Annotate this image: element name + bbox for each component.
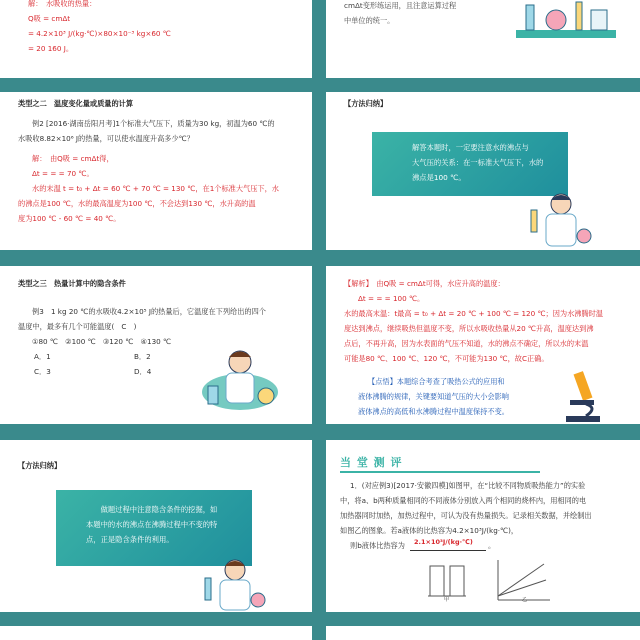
section-heading: 类型之三 热量计算中的隐含条件 xyxy=(18,279,126,288)
option-c: C．3 xyxy=(34,367,51,376)
method-box-line: 解答本题时，一定要注意水的沸点与 xyxy=(412,143,529,152)
microscope-icon xyxy=(556,364,606,424)
slide-6 xyxy=(326,266,640,424)
figure-label-a: 甲 xyxy=(444,597,450,603)
method-box xyxy=(372,132,568,196)
method-box-line: 沸点是100 ℃。 xyxy=(412,173,466,182)
scientist-illustration xyxy=(200,556,270,612)
slide-9-partial xyxy=(0,626,312,640)
analysis-line: 【解析】 由Q吸 = cmΔt可得，水应升高的温度： xyxy=(344,279,505,288)
answer-line: Δt = = = 70 ℃。 xyxy=(32,169,94,178)
scientist-illustration xyxy=(526,190,596,250)
example-line: 水吸收8.82×10⁶ J的热量，可以使水温度升高多少℃？ xyxy=(18,134,194,143)
result-line: = 20 160 J。 xyxy=(28,44,74,53)
analysis-line: 可能是80 ℃、100 ℃、120 ℃，不可能为130 ℃，故C正确。 xyxy=(344,354,549,363)
analysis-line: 水的最高末温：t最高 = t₀ + Δt = 20 ℃ + 100 ℃ = 120 ℃；因为水沸腾时温 xyxy=(344,309,604,318)
formula-line: Q吸 = cmΔt xyxy=(28,14,71,23)
answer-line: 解： 由Q吸 = cmΔt得， xyxy=(32,154,114,163)
options-line: ①80 ℃ ②100 ℃ ③120 ℃ ④130 ℃ xyxy=(32,337,172,346)
question-line: 中，将a、b两种质量相同的不同液体分别放入两个相同的烧杯内，用相同的电 xyxy=(340,496,587,505)
question-line: 加热器同时加热，加热过程中，可认为没有热量损失。记录相关数据，并绘制出 xyxy=(340,511,592,520)
method-box-line: 做题过程中注意隐含条件的挖掘，如 xyxy=(86,505,218,514)
scientist-illustration xyxy=(200,342,280,412)
method-heading: 【方法归纳】 xyxy=(18,461,62,470)
title-underline xyxy=(340,471,540,473)
slide-7 xyxy=(0,440,312,612)
method-box-line: 大气压的关系：在一标准大气压下，水的 xyxy=(412,158,544,167)
method-box-line: 本题中的水的沸点在沸腾过程中不变的特 xyxy=(86,520,218,529)
method-box xyxy=(56,490,252,566)
solution-line: 解： 水吸收的热量： xyxy=(28,0,97,8)
question-line: 如图乙的图象。若a液体的比热容为4.2×10³J/(kg·℃)， xyxy=(340,526,519,535)
method-text-2: 中单位的统一。 xyxy=(344,16,395,25)
comment-line: 液体沸点的高低和水沸腾过程中温度保持不变。 xyxy=(358,407,509,416)
slide-4 xyxy=(326,92,640,250)
comment-line: 液体沸腾的规律，关键要知道气压的大小会影响 xyxy=(358,392,509,401)
lab-equipment-illustration xyxy=(506,0,626,48)
comment-line: 【点悟】本题综合考查了吸热公式的应用和 xyxy=(368,377,505,386)
option-a: A．1 xyxy=(34,352,51,361)
example-line: 例3 1 kg 20 ℃的水吸收4.2×10⁵ J的热量后，它温度在下列给出的四个 xyxy=(32,307,266,316)
answer-text: 2.1×10³J/(kg·℃) xyxy=(414,538,473,546)
example-line: 温度中，最多有几个可能温度( C ) xyxy=(18,322,137,331)
quiz-title: 当 堂 测 评 xyxy=(340,456,403,469)
figure-label-b: 乙 xyxy=(522,597,528,603)
answer-blank xyxy=(410,540,486,551)
answer-line: 水的末温 t = t₀ + Δt = 60 ℃ + 70 ℃ = 130 ℃，在1个标准大气压下，水 xyxy=(32,184,279,193)
section-heading: 类型之二 温度变化量或质量的计算 xyxy=(18,99,134,108)
analysis-line: 度达到沸点，继续吸热但温度不变，所以水吸收热量从20 ℃升高，温度达到沸 xyxy=(344,324,594,333)
slide-3 xyxy=(0,92,312,250)
slide-10-partial xyxy=(326,626,640,640)
analysis-line: Δt = = = 100 ℃。 xyxy=(358,294,425,303)
slide-8 xyxy=(326,440,640,612)
analysis-line: 点后，不再升高，因为水表面的气压不知道，水的沸点不确定，所以水的末温 xyxy=(344,339,589,348)
question-end: 。 xyxy=(488,541,496,550)
slide-2 xyxy=(326,0,640,78)
method-heading: 【方法归纳】 xyxy=(344,99,388,108)
method-text: cmΔt变形练运用，且注意运算过程 xyxy=(344,1,457,10)
question-line: 则b液体比热容为 xyxy=(350,541,405,550)
method-box-line: 点，正是隐含条件的利用。 xyxy=(86,535,174,544)
slide-5 xyxy=(0,266,312,424)
answer-line: 度为100 ℃ - 60 ℃ = 40 ℃。 xyxy=(18,214,121,223)
question-line: 1．(对应例3)[2017·安徽四模]如图甲，在“比较不同物质吸热能力”的实验 xyxy=(350,481,586,490)
slide-1 xyxy=(0,0,312,78)
option-d: D．4 xyxy=(134,367,152,376)
option-b: B．2 xyxy=(134,352,151,361)
example-line: 例2 [2016·湖南岳阳月考]1个标准大气压下，质量为30 kg，初温为60 ℃的 xyxy=(32,119,275,128)
answer-line: 的沸点是100 ℃，水的最高温度为100 ℃，不会达到130 ℃，水升高的温 xyxy=(18,199,256,208)
calc-line: = 4.2×10³ J/(kg·℃)×80×10⁻³ kg×60 ℃ xyxy=(28,29,171,38)
